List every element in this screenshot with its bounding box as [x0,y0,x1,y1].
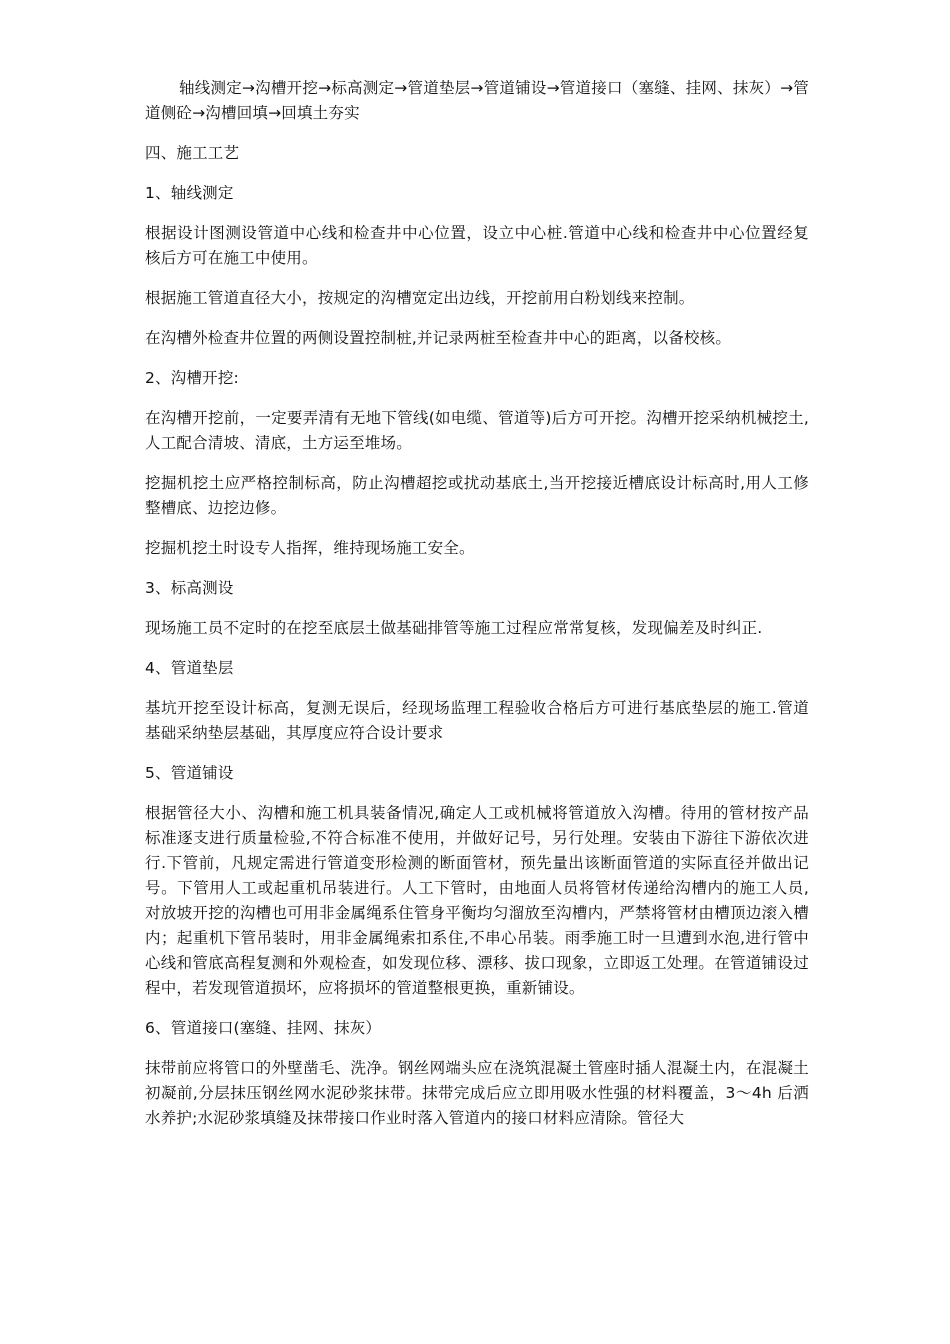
step-5-title: 5、管道铺设 [145,764,234,782]
step-2-paragraph-2: 挖掘机挖土应严格控制标高，防止沟槽超挖或扰动基底土,当开挖接近槽底设计标高时,用人工修整槽底、边挖边修。 [145,474,809,517]
step-3-paragraph-1: 现场施工员不定时的在挖至底层土做基础排管等施工过程应常常复核，发现偏差及时纠正. [145,619,763,637]
step-6-paragraph-1: 抹带前应将管口的外壁凿毛、洗净。钢丝网端头应在浇筑混凝土管座时插人混凝土内，在混凝土初凝前,分层抹压钢丝网水泥砂浆抹带。抹带完成后应立即用吸水性强的材料覆盖，3～4h 后洒水养护;水泥砂浆填缝及抹带接口作业时落入管道内的接口材料应清除。管径大 [145,1059,809,1127]
step-1-title: 1、轴线测定 [145,184,234,202]
step-2-title: 2、沟槽开挖: [145,369,239,387]
construction-flow: 轴线测定→沟槽开挖→标高测定→管道垫层→管道铺设→管道接口（塞缝、挂网、抹灰）→管道侧砼→沟槽回填→回填土夯实 [145,79,809,122]
step-4-paragraph-1: 基坑开挖至设计标高，复测无误后，经现场监理工程验收合格后方可进行基底垫层的施工.管道基础采纳垫层基础，其厚度应符合设计要求 [145,699,809,742]
step-2-paragraph-1: 在沟槽开挖前，一定要弄清有无地下管线(如电缆、管道等)后方可开挖。沟槽开挖采纳机械挖土,人工配合清坡、清底，土方运至堆场。 [145,409,809,452]
section-4-title: 四、施工工艺 [145,144,240,162]
step-1-paragraph-2: 根据施工管道直径大小，按规定的沟槽宽定出边线，开挖前用白粉划线来控制。 [145,289,695,307]
step-4-title: 4、管道垫层 [145,659,234,677]
step-1-paragraph-3: 在沟槽外检查井位置的两侧设置控制桩,并记录两桩至检查井中心的距离，以备校核。 [145,329,732,347]
step-1-paragraph-1: 根据设计图测设管道中心线和检查井中心位置，设立中心桩.管道中心线和检查井中心位置经复核后方可在施工中使用。 [145,224,809,267]
step-2-paragraph-3: 挖掘机挖土时设专人指挥，维持现场施工安全。 [145,539,475,557]
step-6-title: 6、管道接口(塞缝、挂网、抹灰） [145,1019,382,1037]
document-page [145,76,809,1146]
step-5-paragraph-1: 根据管径大小、沟槽和施工机具装备情况,确定人工或机械将管道放入沟槽。待用的管材按产品标准逐支进行质量检验,不符合标准不使用，并做好记号，另行处理。安装由下游往下游依次进行.下管前，凡规定需进行管道变形检测的断面管材，预先量出该断面管道的实际直径并做出记号。下管用人工或起重机吊装进行。人工下管时，由地面人员将管材传递给沟槽内的施工人员,对放坡开挖的沟槽也可用非金属绳系住管身平衡均匀溜放至沟槽内，严禁将管材由槽顶边滚入槽内；起重机下管吊装时，用非金属绳索扣系住,不串心吊装。雨季施工时一旦遭到水泡,进行管中心线和管底高程复测和外观检查，如发现位移、漂移、拔口现象，立即返工处理。在管道铺设过程中，若发现管道损坏，应将损坏的管道整根更换，重新铺设。 [145,804,809,997]
step-3-title: 3、标高测设 [145,579,234,597]
